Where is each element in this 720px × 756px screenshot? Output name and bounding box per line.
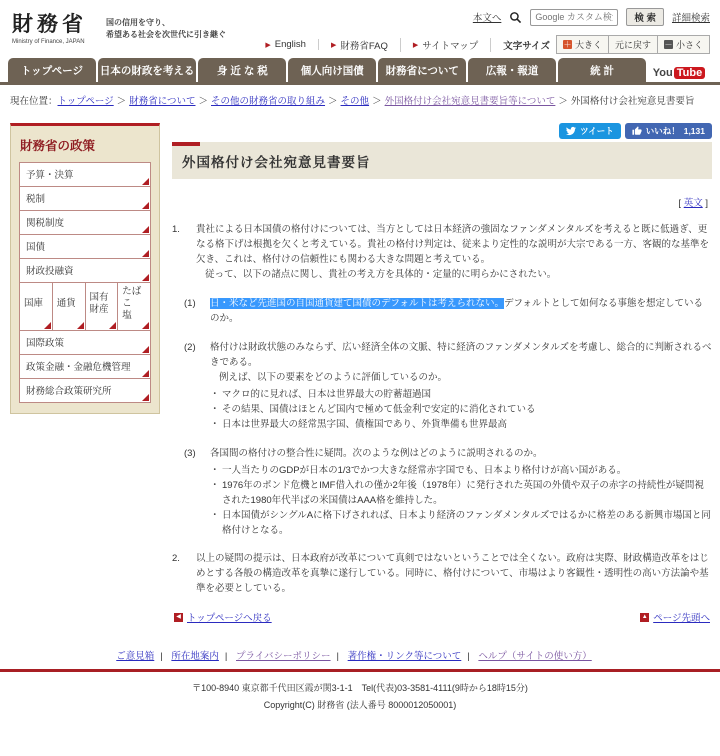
breadcrumb-separator: ＞ [198,96,209,107]
bullet-item [210,463,712,478]
corner-triangle-icon [142,250,149,257]
sidebar-grid-item[interactable] [19,282,53,331]
breadcrumb-separator: ＞ [116,96,127,107]
breadcrumb-separator: ＞ [558,96,568,107]
page-top-link[interactable]: ページ先頭へ [653,613,710,625]
breadcrumb-part [385,96,571,107]
quick-link-label: English [274,39,306,50]
tagline [106,17,226,54]
tagline-line2: 希望ある社会を次世代に引き継ぐ [106,30,226,39]
breadcrumb-separator: ＞ [372,96,382,107]
bullet-text: その結果、国債はほとんど国内で極めて低金利で安定的に消化されている [222,404,536,416]
sidebar-grid-item[interactable] [52,282,86,331]
like-button-label: いいね！ [645,126,680,137]
question-1 [172,296,712,326]
breadcrumb-current: 外国格付け会社宛意見書要旨 [570,96,695,107]
nav-tab[interactable]: 日本の財政を考える [98,58,197,82]
font-size-button[interactable] [657,36,709,53]
page-top-arrow-icon: ▲ [641,613,648,620]
footer-link-wrap [171,651,233,662]
footer-separator: | [160,651,163,663]
corner-triangle-icon [142,346,149,353]
breadcrumb-link[interactable]: その他の財務省の取り組み [211,96,326,107]
breadcrumb-link[interactable]: 外国格付け会社宛意見書要旨等について [384,96,556,107]
footer-link[interactable]: ヘルプ（サイトの使い方） [478,651,592,663]
footer-links [0,644,720,669]
section-1 [172,222,712,282]
grid-item-label2: 塩 [122,309,132,321]
footer-separator: | [336,651,340,663]
bullet-text: マクロ的に見れば、日本は世界最大の貯蓄超過国 [222,389,432,401]
bullet-item [210,417,712,432]
search-icon [509,11,522,24]
nav-tab[interactable]: 身 近 な 税 [198,58,286,82]
sidebar-item-label: 予算・決算 [26,170,74,182]
tweet-button[interactable] [559,123,621,139]
sidebar-item[interactable] [19,234,151,259]
corner-triangle-icon [77,322,84,329]
nav-tabs [8,58,646,82]
bullet-marker: ・ [210,419,220,431]
sidebar-item-label: 関税制度 [26,218,65,230]
question-3-text: 各国間の格付けの整合性に疑問。次のような例はどのように説明されるのか。 [210,448,543,460]
font-size-button-label: 元に戻す [614,40,651,50]
bullet-marker: ・ [210,510,220,522]
global-nav [0,58,720,85]
section-2 [172,551,712,596]
footer-link[interactable]: 所在地案内 [171,651,219,663]
arrow-right-icon: ▶ [265,41,271,49]
search-button[interactable]: 検 索 [626,8,664,26]
section-1-text: 貴社による日本国債の格付けについては、当方としては日本経済の強固なファンダメンタルズを考えると既に低過ぎ、更なる格下げは根拠を欠くと考えている。貴社の格付け判定は、従来より定性的な説明が大宗である一方、客観的な基準を欠き、これは、格付けの信頼性にも関わる大きな問題と考えている。 [196,224,710,266]
sidebar-item-label: 財務総合政策研究所 [26,385,112,397]
page-title: 外国格付け会社宛意見書要旨 [182,155,371,171]
skip-to-content-link[interactable]: 本文へ [472,13,502,24]
breadcrumb-separator: ＞ [328,96,338,107]
youtube-logo-you: You [652,67,673,79]
sidebar-grid [19,282,151,331]
font-size-label: 文字サイズ [503,40,550,52]
main-content [172,123,712,624]
nav-tab[interactable]: 個人向け国債 [288,58,376,82]
like-count: 1,131 [683,126,705,137]
grid-item-label: 国庫 [24,298,44,310]
question-number: (2) [184,342,196,354]
advanced-search-link[interactable]: 詳細検索 [671,13,710,24]
bullet-item [210,508,712,538]
corner-triangle-icon [142,226,149,233]
breadcrumb [0,85,720,115]
document-body [172,222,712,596]
footer-separator: | [224,651,228,663]
breadcrumb-link[interactable]: トップページ [57,96,114,107]
bullet-item [210,387,712,402]
bullet-text: 日本は世界最大の経常黒字国、債権国であり、外貨準備も世界最高 [222,419,508,431]
sidebar-item-label: 税制 [26,194,46,206]
corner-triangle-icon [44,322,51,329]
sidebar-item[interactable] [19,186,151,211]
footer-link-wrap [478,651,603,662]
bullet-marker: ・ [210,389,220,401]
back-to-top-page-link[interactable]: トップページへ戻る [187,613,272,625]
tweet-button-label: ツイート [580,126,614,137]
footer-link[interactable]: ご意見箱 [116,651,155,663]
header-quick-link[interactable] [401,38,491,52]
footer-divider [0,669,720,672]
corner-triangle-icon [142,322,149,329]
bullet-marker: ・ [210,404,220,416]
breadcrumb-part [58,96,130,107]
question-number: (3) [184,448,196,460]
sidebar-title: 財務省の政策 [20,139,96,154]
breadcrumb-link[interactable]: その他 [340,96,370,107]
question-2-subtext: 例えば、以下の要素をどのように評価しているのか。 [219,372,448,384]
thumbs-up-icon [632,126,642,136]
tagline-line1: 国の信用を守り、 [106,18,170,27]
grid-item-label2: 財産 [89,304,109,315]
bullet-text: 日本国債がシングルAに格下げされれば、日本より経済のファンダメンタルズではるかに格差のある新興市場国と同格付けとなる。 [222,510,711,537]
mof-logo[interactable] [12,8,92,54]
question-1-text: デフォルトとして如何なる事態を想定しているのか。 [210,298,704,325]
footer-link-wrap [116,651,168,662]
corner-triangle-icon [142,202,149,209]
footer-link-wrap [236,651,345,662]
sidebar-item-label: 国債 [26,242,46,254]
section-1-text2: 従って、以下の諸点に関し、貴社の考え方を具体的・定量的に明らかにされたい。 [205,269,557,281]
sidebar-item[interactable] [19,330,151,355]
sidebar-item-label: 財政投融資 [26,266,74,278]
font-size-button[interactable] [608,36,657,53]
sidebar-item[interactable] [19,210,151,235]
font-size-controls [556,35,710,54]
selected-text[interactable]: 日・米など先進国の自国通貨建て国債のデフォルトは考えられない。 [210,298,505,310]
site-header [0,0,720,58]
sidebar-grid-item[interactable] [117,282,151,331]
arrow-right-icon: ▶ [412,41,419,49]
font-size-button-label: 大きく [574,40,602,50]
bracket-close: ] [705,198,708,210]
bullet-marker: ・ [210,480,220,492]
footer-link-wrap [348,651,476,662]
nav-tab[interactable]: 広報・報道 [468,58,556,82]
sidebar-item[interactable] [19,354,151,379]
search-input[interactable] [530,9,618,26]
size-icon: － [664,40,673,49]
section-2-text: 以上の疑問の提示は、日本政府が改革について真剣ではないということでは全くない。政府は実際、財政構造改革をはじめとする各般の構造改革を真摯に遂行している。同時に、格付けについて、市場はより客観性・透明性の高い方法論や基準を必要としている。 [196,553,709,595]
footer-separator: | [467,651,470,663]
grid-item-label: たばこ [122,286,142,310]
question-2-text: 格付けは財政状態のみならず、広い経済全体の文脈、特に経済のファンダメンタルズを考慮し、総合的に判断されるべきである。 [210,342,712,369]
bullet-text: 一人当たりのGDPが日本の1/3でかつ大きな経常赤字国でも、日本より格付けが高い国がある。 [222,465,627,477]
nav-tab[interactable]: 財務省について [378,58,466,82]
english-version-row [172,195,708,209]
question-2 [172,340,712,432]
size-icon: ＋ [563,40,572,49]
site-footer [0,644,720,711]
grid-item-label: 通貨 [56,298,76,310]
footer-link[interactable]: 著作権・リンク等について [347,651,462,663]
bracket-open: [ [678,198,682,210]
question-3 [172,446,712,538]
quick-link-label: 財務省FAQ [340,40,388,52]
corner-triangle-icon [142,178,149,185]
corner-triangle-icon [142,394,149,401]
breadcrumb-part [129,96,211,107]
grid-item-label: 国有 [89,292,109,304]
breadcrumb-link[interactable]: 財務省について [129,96,196,107]
corner-triangle-icon [142,274,149,281]
page-title-bar [172,142,712,179]
breadcrumb-label: 現在位置： [10,96,58,107]
bullet-item [210,478,712,508]
arrow-right-icon: ▶ [330,41,337,49]
breadcrumb-part [211,96,341,107]
corner-triangle-icon [109,322,116,329]
sidebar-item[interactable] [19,378,151,403]
twitter-bird-icon [566,126,576,136]
bullet-marker: ・ [210,465,220,477]
corner-triangle-icon [142,370,149,377]
nav-tab[interactable]: 統 計 [558,58,646,82]
bullet-text: 1976年のポンド危機とIMF借入れの僅か2年後（1978年）に発行された英国の外債や双子の赤字の持続性が疑問視された1980年代半ばの米国債はAAA格を維持した。 [222,480,704,507]
policy-sidebar [10,123,160,414]
footer-copyright: Copyright(C) 財務省 (法人番号 8000012050001) [263,700,457,711]
footer-address: 〒100-8940 東京都千代田区霞が関3-1-1 Tel(代表)03-3581-4111(9時から18時15分) [192,683,528,694]
header-quick-links [253,38,491,52]
question-number: (1) [184,298,196,310]
breadcrumb-part [341,96,385,107]
header-quick-link[interactable] [253,39,319,50]
logo-subtitle: Ministry of Finance, JAPAN [12,39,85,45]
bullet-item [210,402,712,417]
footer-link[interactable]: プライバシーポリシー [236,651,331,663]
section-number: 1. [172,224,180,236]
section-number: 2. [172,553,180,565]
youtube-logo-tube: Tube [674,67,705,79]
sidebar-item[interactable] [19,258,151,283]
font-size-button-label: 小さく [675,40,703,50]
nav-tab[interactable]: トップページ [8,58,96,82]
logo-title: 財務省 [12,11,87,36]
english-version-link[interactable]: 英文 [683,198,703,210]
youtube-link[interactable] [646,67,712,82]
title-accent-mark [172,142,200,146]
sidebar-item-label: 政策金融・金融危機管理 [26,361,131,373]
facebook-like-button[interactable] [625,123,712,139]
sidebar-grid-item[interactable] [85,282,119,331]
header-quick-link[interactable] [319,38,401,52]
sidebar-item[interactable] [19,162,151,187]
quick-link-label: サイトマップ [422,40,479,52]
font-size-button[interactable] [557,36,608,53]
back-arrow-icon: ◀ [174,613,183,622]
sidebar-item-label: 国際政策 [26,337,65,349]
